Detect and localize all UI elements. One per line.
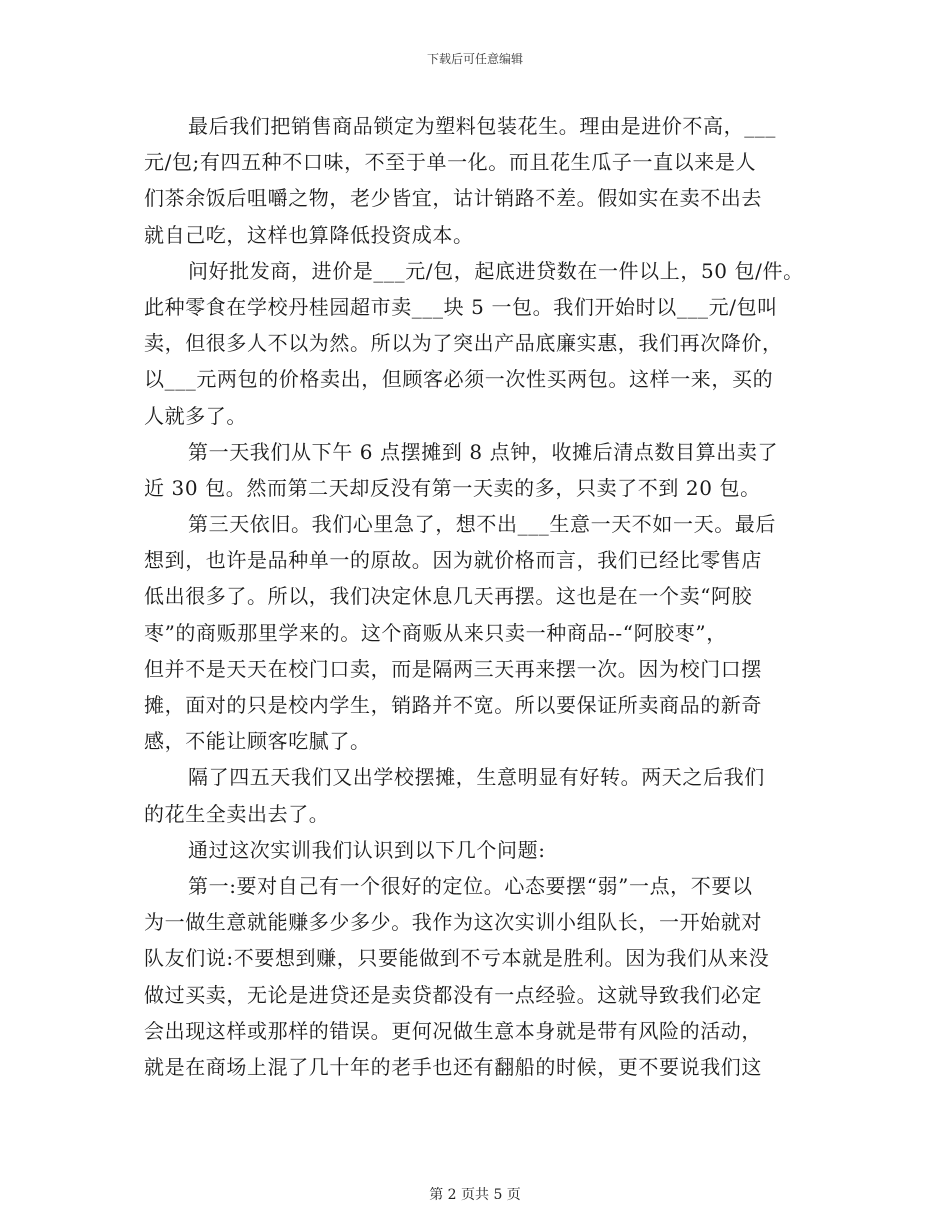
text-line: 第一:要对自己有一个很好的定位。心态要摆“弱”一点，不要以 <box>188 873 753 898</box>
text-line: 就是在商场上混了几十年的老手也还有翻船的时候，更不要说我们这 <box>144 1054 762 1079</box>
text-line: 以___元两包的价格卖出，但顾客必须一次性买两包。这样一来，买的 <box>144 367 774 392</box>
text-line: 队友们说:不要想到赚，只要能做到不亏本就是胜利。因为我们从来没 <box>144 946 770 971</box>
text-line: 低出很多了。所以，我们决定休息几天再摆。这也是在一个卖“阿胶 <box>144 584 753 609</box>
text-line: 最后我们把销售商品锁定为塑料包装花生。理由是进价不高，___ <box>188 114 776 138</box>
text-line: 摊，面对的只是校内学生，销路并不宽。所以要保证所卖商品的新奇 <box>144 693 762 717</box>
text-line: 近 30 包。然而第二天却反没有第一天卖的多，只卖了不到 20 包。 <box>144 475 761 500</box>
text-line: 通过这次实训我们认识到以下几个问题: <box>188 837 546 862</box>
text-line: 的花生全卖出去了。 <box>144 801 330 826</box>
text-line: 就自己吃，这样也算降低投资成本。 <box>144 222 474 247</box>
text-line: 元/包;有四五种不口味，不至于单一化。而且花生瓜子一直以来是人 <box>144 150 757 175</box>
text-line: 第三天依旧。我们心里急了，想不出___生意一天不如一天。最后 <box>188 512 776 537</box>
document-body <box>144 108 814 1085</box>
text-line: 卖，但很多人不以为然。所以为了突出产品底廉实惠，我们再次降价， <box>144 331 783 356</box>
text-line: 但并不是天天在校门口卖，而是隔两三天再来摆一次。因为校门口摆 <box>144 656 762 681</box>
text-line: 做过买卖，无论是进贷还是卖贷都没有一点经验。这就导致我们必定 <box>144 982 762 1007</box>
text-line: 第一天我们从下午 6 点摆摊到 8 点钟，收摊后清点数目算出卖了 <box>188 439 779 464</box>
page-footer: 第 2 页共 5 页 <box>429 1187 521 1203</box>
page-header: 下载后可任意编辑 <box>426 52 523 66</box>
text-line: 枣”的商贩那里学来的。这个商贩从来只卖一种商品--“阿胶枣”， <box>144 620 727 645</box>
text-line: 想到，也许是品种单一的原故。因为就价格而言，我们已经比零售店 <box>144 548 762 573</box>
text-line: 感，不能让顾客吃腻了。 <box>144 729 371 754</box>
text-line: 为一做生意就能赚多少多少。我作为这次实训小组队长，一开始就对 <box>144 910 762 935</box>
text-line: 们茶余饭后咀嚼之物，老少皆宜，诂计销路不差。假如实在卖不出去 <box>144 186 762 211</box>
text-line: 问好批发商，进价是___元/包，起底进贷数在一件以上，50 包/件。 <box>188 258 804 283</box>
text-line: 会出现这样或那样的错误。更何况做生意本身就是带有风险的活动， <box>144 1018 762 1043</box>
text-line: 此种零食在学校丹桂园超市卖___块 5 一包。我们开始时以___元/包叫 <box>144 294 778 319</box>
text-line: 人就多了。 <box>144 403 247 428</box>
text-line: 隔了四五天我们又出学校摆摊，生意明显有好转。两天之后我们 <box>188 765 765 790</box>
